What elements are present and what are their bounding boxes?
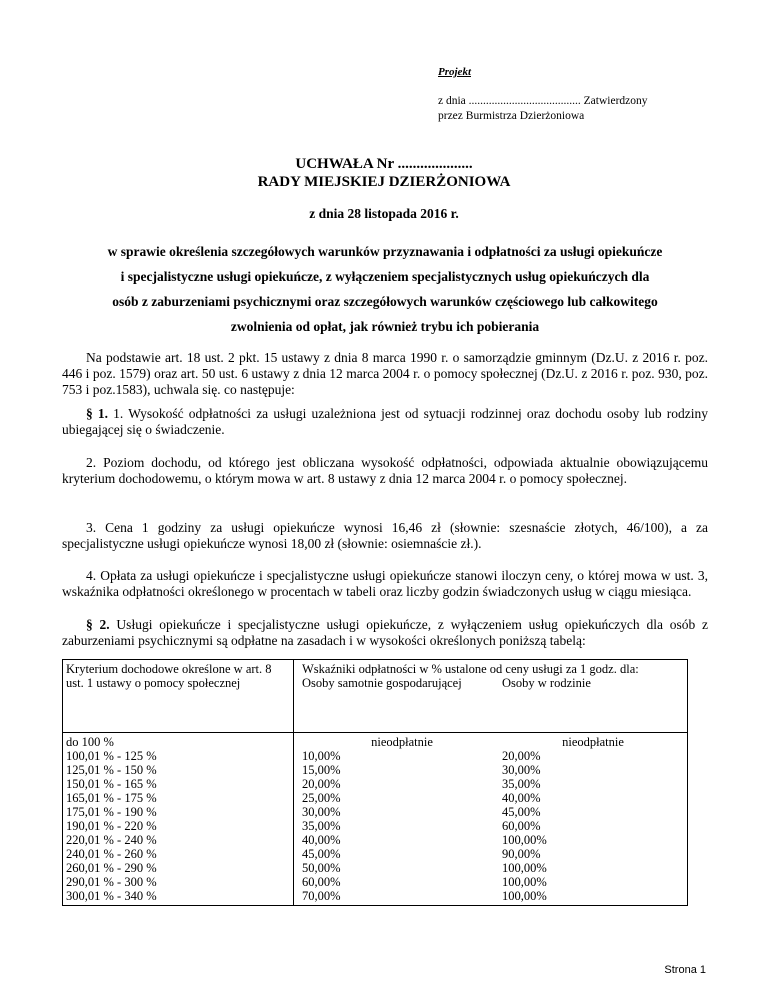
single-rate: 35,00% bbox=[302, 819, 341, 833]
table-row-criterion: 290,01 % - 300 % bbox=[66, 875, 157, 889]
rate-column bbox=[294, 733, 688, 906]
single-rate: 30,00% bbox=[302, 805, 341, 819]
family-header: Osoby w rodzinie bbox=[502, 676, 591, 690]
paragraph-1-text: 1. Wysokość odpłatności za usługi uzależniona jest od sytuacji rodzinnej oraz dochodu osoby lub rodziny ubiegającej się o świadczenie. bbox=[62, 406, 708, 437]
section-2-text: Usługi opiekuńcze i specjalistyczne usługi opiekuńcze, z wyłączeniem usług opiekuńczych dla osób z zaburzeniami psychicznymi są odpłatne na zasadach i w wysokości określonych poniższą tabelą: bbox=[62, 617, 708, 648]
table-row-criterion: 175,01 % - 190 % bbox=[66, 805, 157, 819]
table-row-criterion: 190,01 % - 220 % bbox=[66, 819, 157, 833]
single-rate: 45,00% bbox=[302, 847, 341, 861]
rate-header-text: Wskaźniki odpłatności w % ustalone od ceny usługi za 1 godz. dla: bbox=[302, 662, 639, 676]
single-rate: 15,00% bbox=[302, 763, 341, 777]
fee-table bbox=[62, 659, 688, 906]
single-rate: 40,00% bbox=[302, 833, 341, 847]
single-person-header: Osoby samotnie gospodarującej bbox=[302, 676, 462, 690]
table-row-criterion: 165,01 % - 175 % bbox=[66, 791, 157, 805]
section-2 bbox=[62, 617, 708, 649]
criterion-first: do 100 % bbox=[66, 735, 114, 749]
rate-header bbox=[294, 660, 688, 733]
family-rate: 30,00% bbox=[502, 763, 541, 777]
resolution-subject bbox=[62, 239, 708, 339]
approval-line-2: przez Burmistrza Dzierżoniowa bbox=[438, 110, 585, 122]
single-rate: 70,00% bbox=[302, 889, 341, 903]
table-row-rates bbox=[302, 763, 684, 777]
subject-line-1: w sprawie określenia szczegółowych warunków przyznawania i odpłatności za usługi opiekuńcze bbox=[107, 244, 663, 259]
table-row-rates bbox=[302, 805, 684, 819]
table-row-criterion: 100,01 % - 125 % bbox=[66, 749, 157, 763]
section-2-mark: § 2. bbox=[86, 617, 110, 632]
table-row-criterion: 240,01 % - 260 % bbox=[66, 847, 157, 861]
table-row-criterion: 150,01 % - 165 % bbox=[66, 777, 157, 791]
projekt-label: Projekt bbox=[438, 66, 471, 78]
table-row-criterion: 260,01 % - 290 % bbox=[66, 861, 157, 875]
table-row-rates bbox=[302, 777, 684, 791]
family-rate: 100,00% bbox=[502, 861, 547, 875]
family-rate: 45,00% bbox=[502, 805, 541, 819]
family-rate: 100,00% bbox=[502, 875, 547, 889]
single-rate: 50,00% bbox=[302, 861, 341, 875]
paragraph-2: 2. Poziom dochodu, od którego jest obliczana wysokość odpłatności, odpowiada aktualnie obowiązującemu kryterium dochodowemu, o którym mowa w art. 8 ustawy z dnia 12 marca 2004 r. o pomocy społecznej. bbox=[62, 455, 708, 486]
single-rate: 20,00% bbox=[302, 777, 341, 791]
single-rate: 60,00% bbox=[302, 875, 341, 889]
approval-note bbox=[438, 94, 698, 124]
family-rate: 90,00% bbox=[502, 847, 541, 861]
table-row-rates bbox=[302, 749, 684, 763]
family-rate-first: nieodpłatnie bbox=[562, 735, 624, 749]
table-row-criterion: 125,01 % - 150 % bbox=[66, 763, 157, 777]
table-row-rates bbox=[302, 819, 684, 833]
subject-line-4: zwolnienia od opłat, jak również trybu ich pobierania bbox=[230, 319, 540, 334]
family-rate: 100,00% bbox=[502, 889, 547, 903]
family-rate: 60,00% bbox=[502, 819, 541, 833]
subject-line-2: i specjalistyczne usługi opiekuńcze, z wyłączeniem specjalistycznych usług opiekuńczych dla bbox=[120, 269, 650, 284]
table-row-criterion: 220,01 % - 240 % bbox=[66, 833, 157, 847]
paragraph-3: 3. Cena 1 godziny za usługi opiekuńcze wynosi 16,46 zł (słownie: szesnaście złotych, 46/100), a za specjalistyczne usługi opiekuńcze wynosi 18,00 zł (słownie: osiemnaście zł.). bbox=[62, 520, 708, 551]
table-row-rates bbox=[302, 791, 684, 805]
table-row-criterion: 300,01 % - 340 % bbox=[66, 889, 157, 903]
section-1-mark: § 1. bbox=[86, 406, 109, 421]
preamble: Na podstawie art. 18 ust. 2 pkt. 15 ustawy z dnia 8 marca 1990 r. o samorządzie gminnym (Dz.U. z 2016 r. poz. 446 i poz. 1579) oraz art. 50 ust. 6 ustawy z dnia 12 marca 2004 r. o pomocy społecznej (Dz.U. z 2016 r. poz. 930, poz. 753 i poz.1583), uchwala się. co następuje: bbox=[62, 350, 708, 397]
criterion-header: Kryterium dochodowe określone w art. 8 ust. 1 ustawy o pomocy społecznej bbox=[63, 660, 294, 733]
council-name: RADY MIEJSKIEJ DZIERŻONIOWA bbox=[257, 174, 511, 190]
subject-line-3: osób z zaburzeniami psychicznymi oraz szczegółowych warunków częściowego lub całkowitego bbox=[112, 294, 658, 309]
family-rate: 100,00% bbox=[502, 833, 547, 847]
approval-line-1: z dnia ....................................... Zatwierdzony bbox=[438, 95, 648, 107]
paragraph-1 bbox=[62, 406, 708, 438]
resolution-title: UCHWAŁA Nr .................... bbox=[295, 156, 473, 172]
family-rate: 20,00% bbox=[502, 749, 541, 763]
criterion-column bbox=[63, 733, 294, 906]
resolution-date: z dnia 28 listopada 2016 r. bbox=[309, 206, 459, 221]
paragraph-4: 4. Opłata za usługi opiekuńcze i specjalistyczne usługi opiekuńcze stanowi iloczyn ceny, o której mowa w ust. 3, wskaźnika odpłatności określonego w procentach w tabeli oraz liczby godzin świadczonych usług w ciągu miesiąca. bbox=[62, 568, 708, 599]
table-row-rates bbox=[302, 861, 684, 875]
single-rate: 25,00% bbox=[302, 791, 341, 805]
table-row-rates bbox=[302, 875, 684, 889]
single-rate-first: nieodpłatnie bbox=[371, 735, 433, 749]
table-row-rates bbox=[302, 847, 684, 861]
family-rate: 40,00% bbox=[502, 791, 541, 805]
table-row-rates bbox=[302, 889, 684, 903]
page-number: Strona 1 bbox=[664, 964, 706, 976]
table-row-rates bbox=[302, 833, 684, 847]
family-rate: 35,00% bbox=[502, 777, 541, 791]
single-rate: 10,00% bbox=[302, 749, 341, 763]
